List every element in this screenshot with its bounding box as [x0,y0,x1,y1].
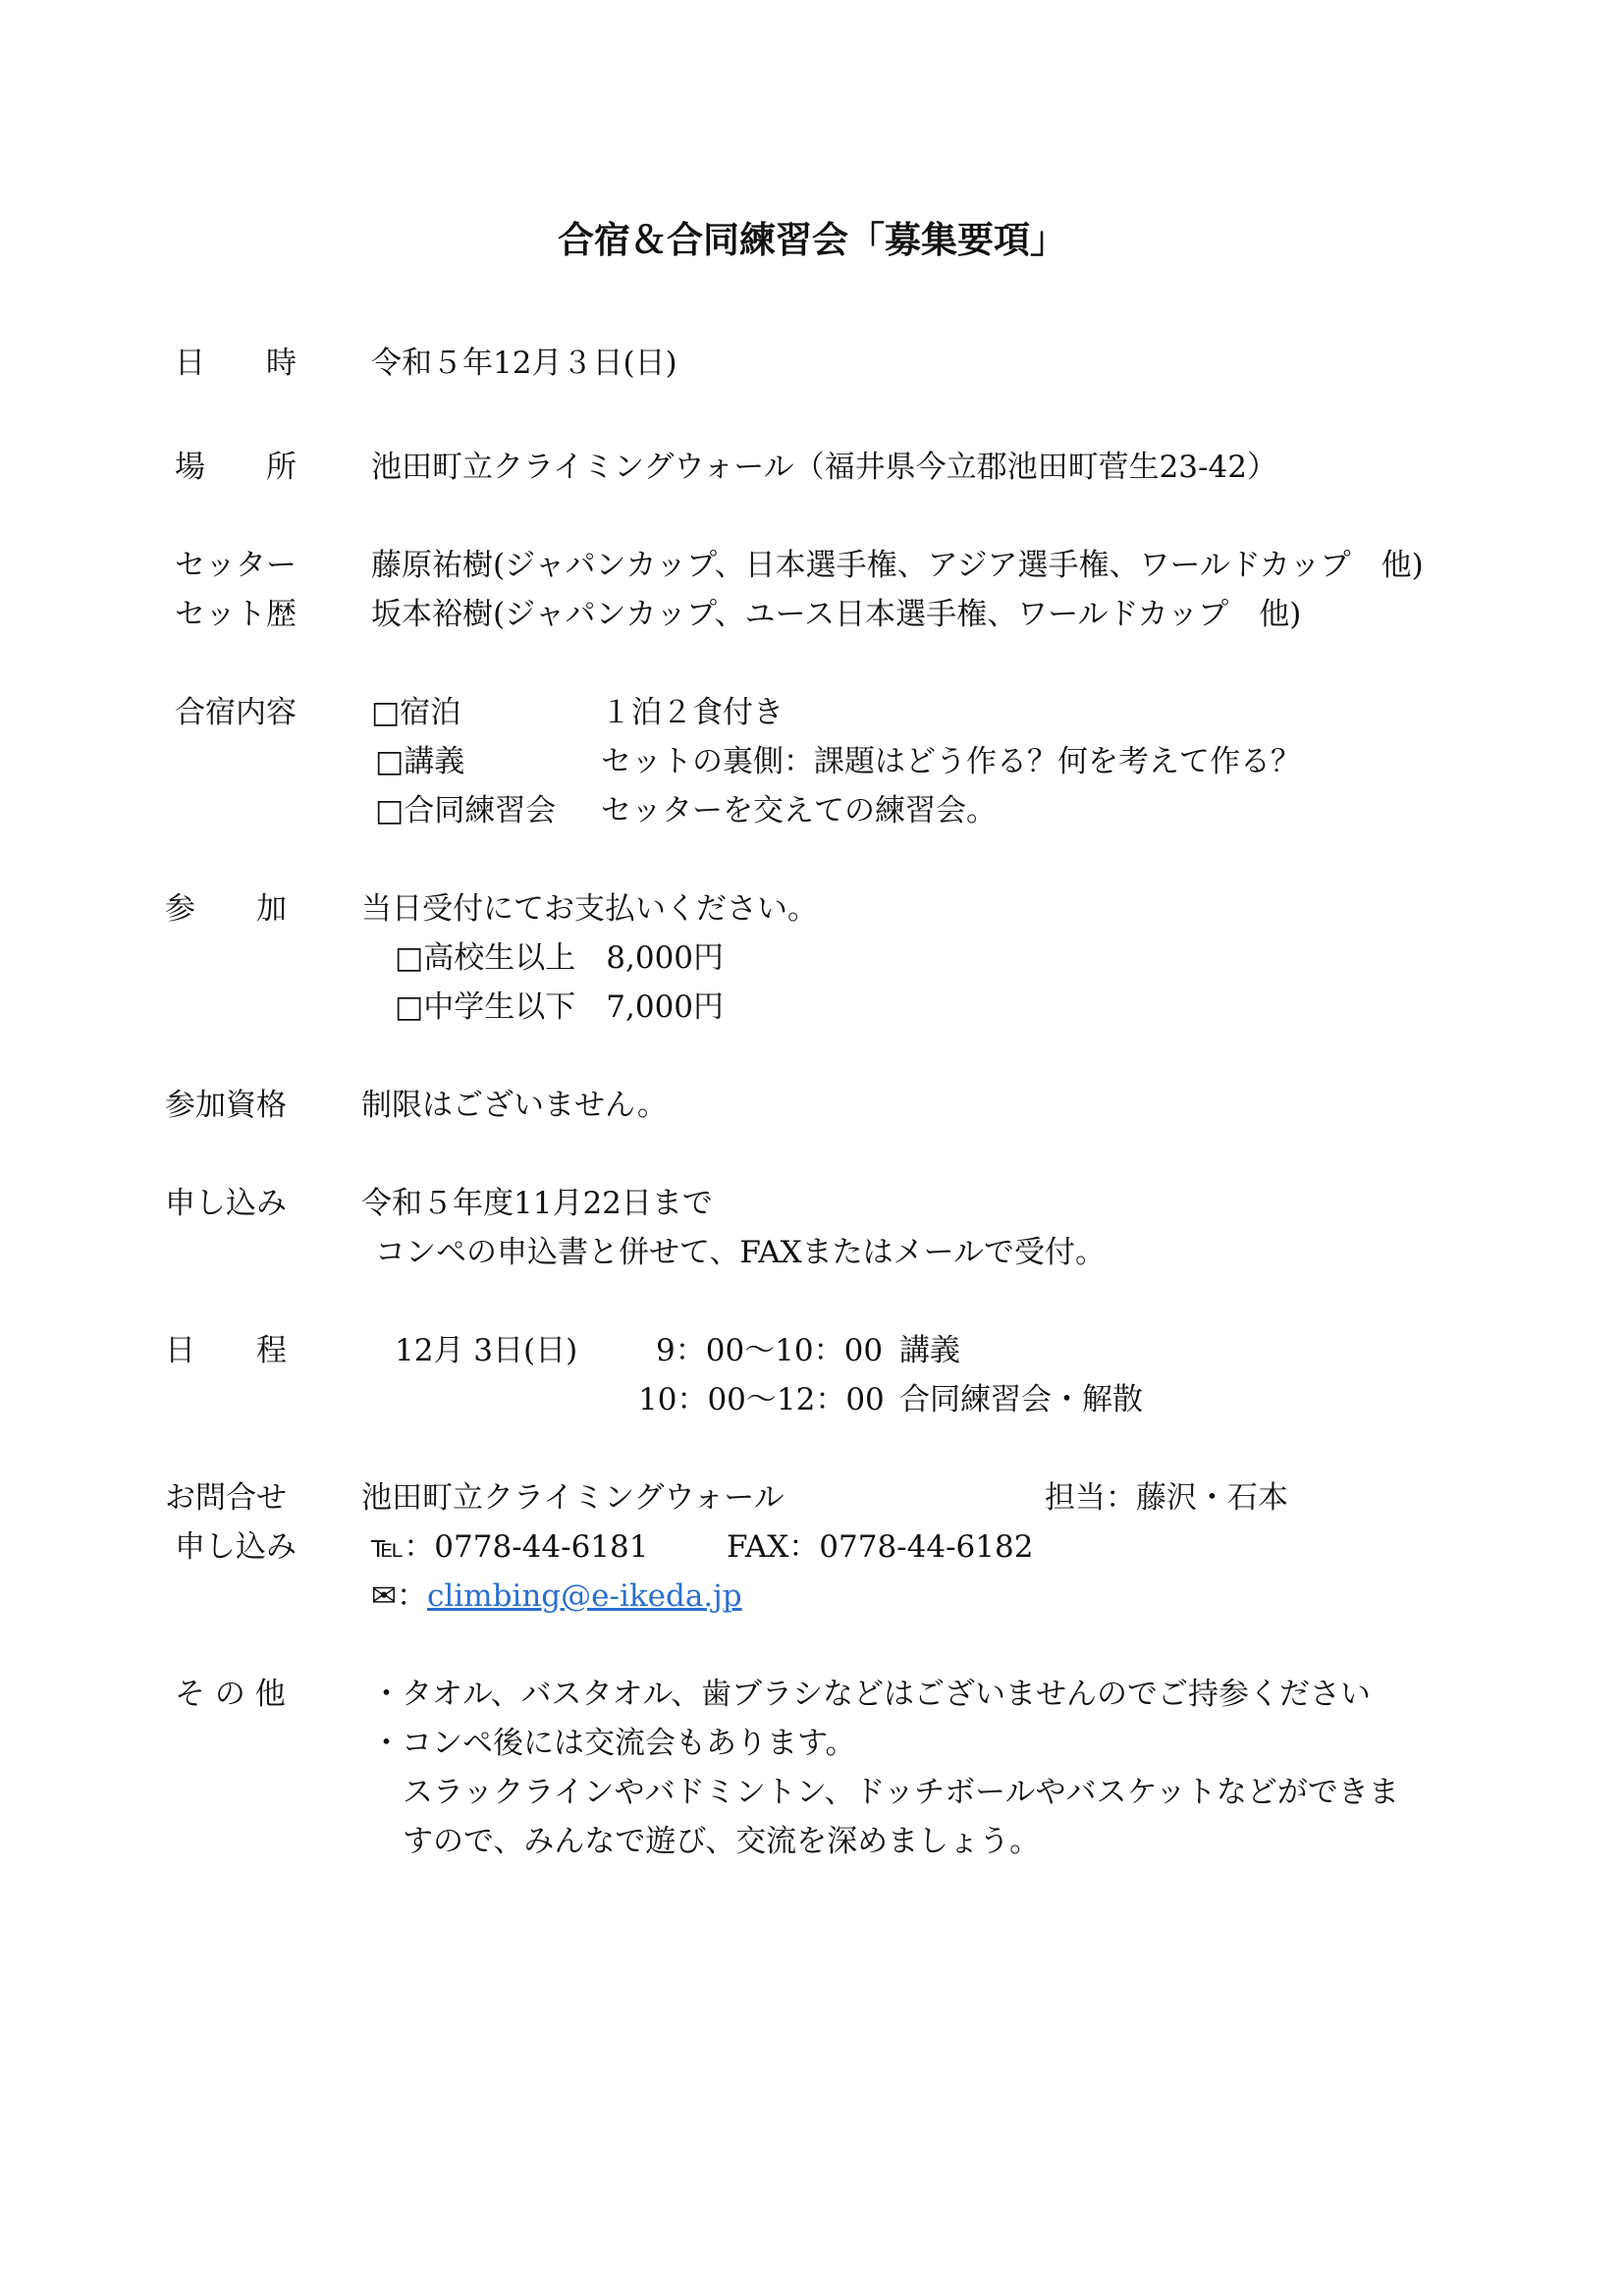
contact-fax: FAX：0778-44-6182 [727,1529,1034,1565]
setter-label: セッター [175,548,297,583]
contact-tel: ℡：0778-44-6181 [371,1529,649,1565]
datetime-value: 令和５年12月３日(日) [371,346,677,381]
other-line: ・コンペ後には交流会もあります。 [371,1726,856,1761]
datetime-label: 日 時 [175,346,297,381]
fee-item: □中学生以下 7,000円 [395,989,725,1025]
schedule-time: 10：00～12：00 [638,1382,885,1417]
schedule-label: 日 程 [165,1333,287,1368]
camp-item-name: □講義 [375,744,465,779]
camp-item-name: □合同練習会 [375,793,557,828]
fee-item: □高校生以上 8,000円 [395,940,725,976]
other-line: すので、みんなで遊び、交流を深めましょう。 [403,1824,1041,1859]
eligibility-value: 制限はございません。 [361,1088,668,1123]
place-label: 場 所 [175,450,297,485]
camp-item-desc: １泊２食付き [601,695,784,730]
setter-history-label: セット歴 [175,597,297,632]
application-deadline: 令和５年度11月22日まで [361,1186,713,1221]
place-value: 池田町立クライミングウォール（福井県今立郡池田町菅生23-42） [371,450,1277,485]
schedule-desc: 講義 [899,1333,960,1368]
other-line: スラックラインやバドミントン、ドッチボールやバスケットなどができま [403,1775,1399,1810]
fee-note: 当日受付にてお支払いください。 [361,891,818,927]
application-label: 申し込み [165,1186,287,1221]
contact-email-line [371,1576,742,1616]
fee-label: 参 加 [165,891,287,927]
contact-apply-label: 申し込み [175,1529,297,1565]
setter-line-2: 坂本裕樹(ジャパンカップ、ユース日本選手権、ワールドカップ 他) [371,597,1302,632]
document-title: 合宿＆合同練習会「募集要項」 [558,219,1066,261]
other-label: そ の 他 [175,1677,286,1712]
schedule-date: 12月 3日(日) [395,1333,578,1368]
application-method: コンペの申込書と併せて、FAXまたはメールで受付。 [375,1235,1107,1270]
schedule-time: 9：00～10：00 [656,1333,884,1368]
camp-item-desc: セットの裏側：課題はどう作る？何を考えて作る？ [601,744,1301,779]
other-line: ・タオル、バスタオル、歯ブラシなどはございませんのでご持参ください [371,1677,1372,1712]
contact-label: お問合せ [165,1480,287,1516]
camp-item-name: □宿泊 [371,695,461,730]
contact-org: 池田町立クライミングウォール [361,1480,785,1516]
contact-staff: 担当：藤沢・石本 [1045,1480,1288,1516]
camp-item-desc: セッターを交えての練習会。 [601,793,997,828]
setter-line-1: 藤原祐樹(ジャパンカップ、日本選手権、アジア選手権、ワールドカップ 他) [371,548,1424,583]
mail-icon: ✉： [371,1578,427,1614]
schedule-desc: 合同練習会・解散 [899,1382,1143,1417]
eligibility-label: 参加資格 [165,1088,287,1123]
contact-email-link[interactable]: climbing@e-ikeda.jp [426,1578,742,1614]
camp-label: 合宿内容 [175,695,297,730]
